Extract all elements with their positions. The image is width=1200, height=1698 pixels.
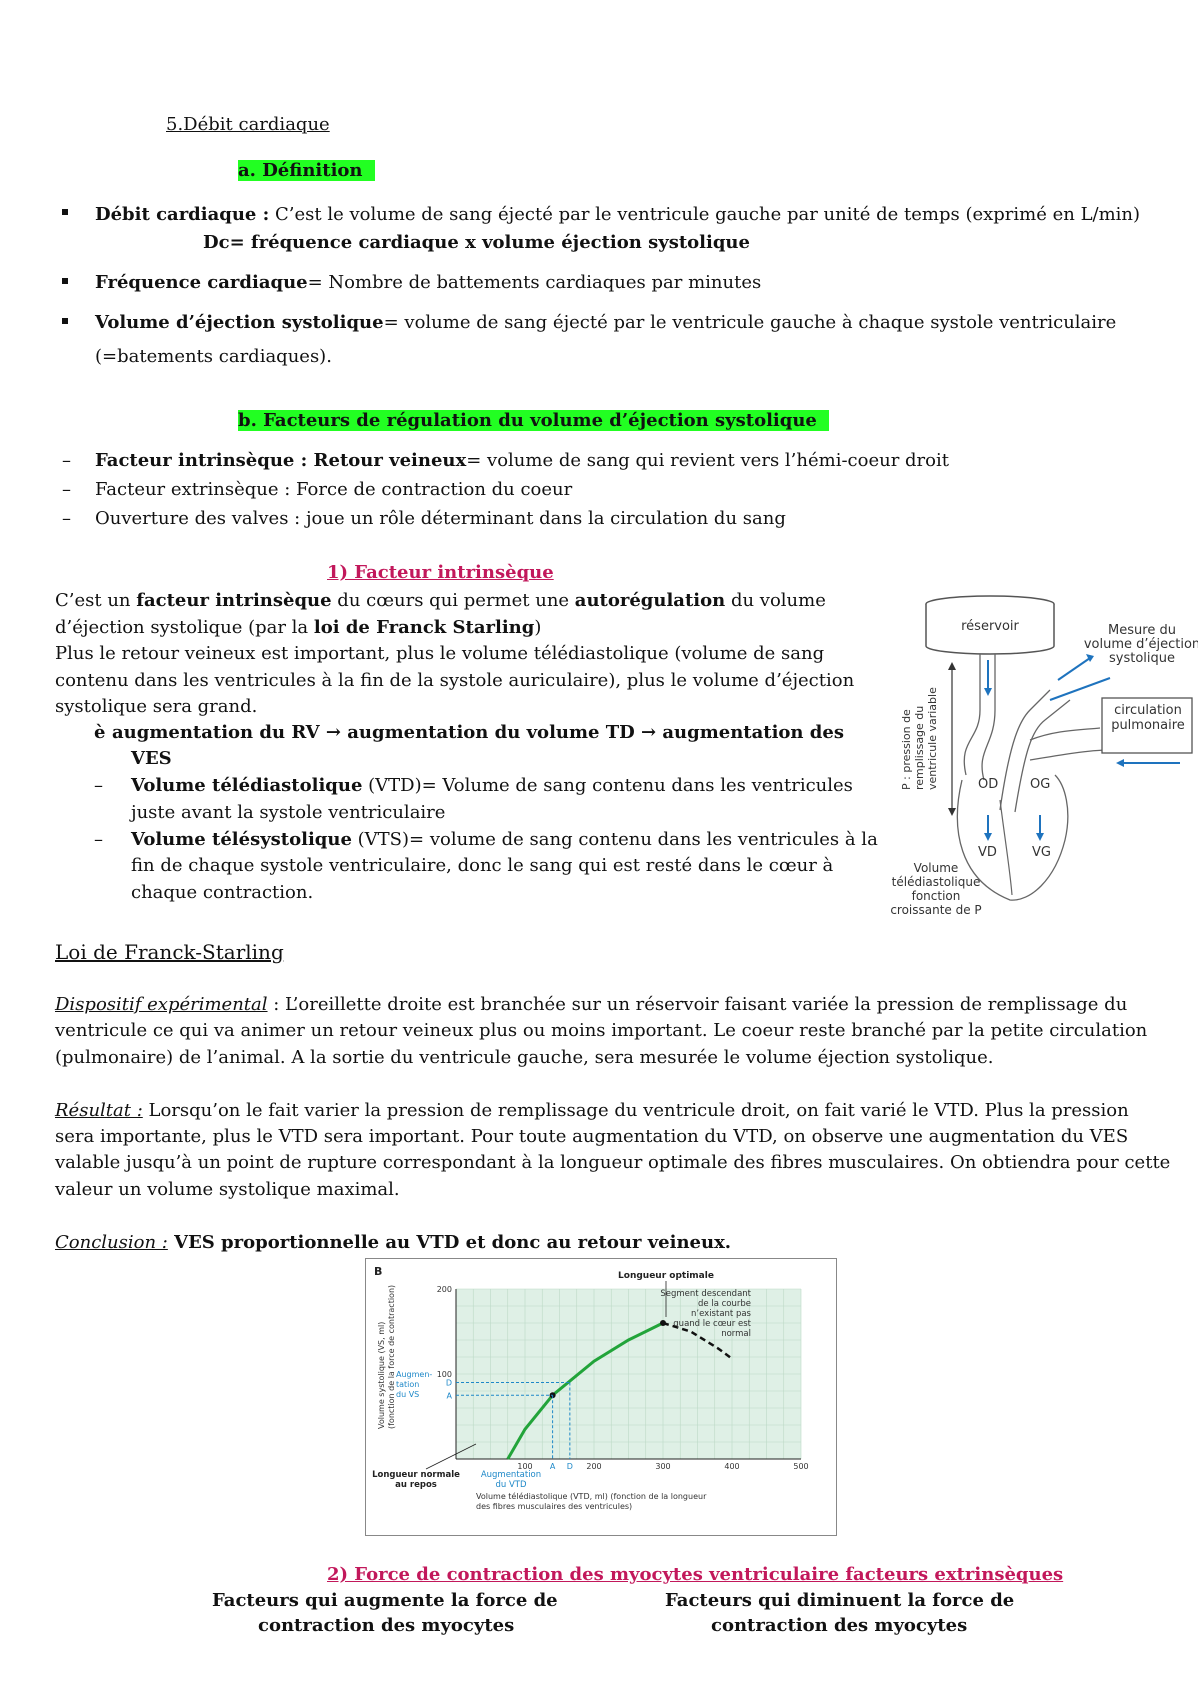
annotation-aug-vs-1: Augmen- [396,1370,433,1379]
intrinsic-line-6: augmentation du RV → augmentation du volume TD → augmentation des [112,722,844,743]
vol-label-3: fonction [911,889,961,903]
col-left-line-1: Facteurs qui augmente la force de [212,1590,558,1611]
def-volume-ejection-cont: (=batements cardiaques). [95,346,332,367]
y-tick-a: A [446,1391,452,1401]
x-note-1: Volume télédiastolique (VTD, ml) (fonction de la longueur [476,1492,707,1501]
x-tick-d: D [566,1462,573,1471]
bullet [62,209,68,215]
vol-label-1: Volume [913,861,959,875]
og-label: OG [1030,777,1051,792]
annotation-desc-2: de la courbe [698,1299,751,1309]
dash: – [62,450,71,471]
y-tick-label: 200 [436,1285,452,1294]
bullet [62,278,68,284]
vts-definition-cont-1: fin de chaque systole ventriculaire, donc le sang qui est resté dans le cœur à [131,855,834,876]
x-tick-label: 400 [724,1462,740,1471]
vol-label-4: croissante de P [890,903,982,917]
p-label-3: ventricule variable [926,687,939,790]
factor-valves: Ouverture des valves : joue un rôle déterminant dans la circulation du sang [95,508,786,529]
vtd-definition-cont: juste avant la systole ventriculaire [131,802,446,823]
resultat-line-2: sera importante, plus le VTD sera important. Pour toute augmentation du VTD, on observe une augmentation du VES [55,1126,1129,1147]
x-tick-label: 200 [586,1462,602,1471]
dash: – [94,829,103,850]
col-right-line-2: contraction des myocytes [711,1615,968,1636]
annotation-desc-4: quand le cœur est [673,1319,751,1329]
annotation-rest-1: Longueur normale [372,1470,460,1480]
annotation-aug-vs-3: du VS [396,1390,420,1399]
factor-extrinsic: Facteur extrinsèque : Force de contraction du coeur [95,479,573,500]
intrinsic-line-7: VES [131,748,172,769]
bullet [62,318,68,324]
annotation-rest-2: au repos [395,1480,437,1490]
dash: – [62,479,71,500]
intrinsic-line-4: contenu dans les ventricules à la fin de la systole auriculaire), plus le volume d’éjection [55,670,855,691]
x-tick-label: 500 [793,1462,809,1471]
annotation-aug-vtd-1: Augmentation [480,1470,542,1480]
def-frequence: Fréquence cardiaque= Nombre de battements cardiaques par minutes [95,272,762,293]
subsection-a-title: a. Définition [238,160,375,181]
dispositif-line-2: ventricule ce qui va animer un retour veineux plus ou moins important. Le coeur reste branché par la petite circulation [55,1020,1148,1041]
mesure-label-2: volume d’éjection [1083,637,1198,652]
section-1-title: 1) Facteur intrinsèque [327,562,554,583]
vol-label-2: télédiastolique [891,875,981,889]
y-note-1: Volume systolique (VS, ml) [377,1321,386,1429]
mesure-label-1: Mesure du [1108,623,1176,638]
x-tick-label: 100 [517,1462,533,1471]
x-note-2: des fibres musculaires des ventricules) [476,1502,633,1511]
vg-label: VG [1032,845,1051,860]
factor-intrinsic: Facteur intrinsèque : Retour veineux= volume de sang qui revient vers l’hémi-coeur droit [95,450,949,471]
intrinsic-line-3: Plus le retour veineux est important, plus le volume télédiastolique (volume de sang [55,643,825,664]
resultat-line-1: Résultat : Lorsqu’on le fait varier la pression de remplissage du ventricule droit, on fait varié le VTD. Plus la pression [55,1100,1129,1121]
intrinsic-line-5: systolique sera grand. [55,696,258,717]
section-title: 5.Débit cardiaque [166,114,330,135]
annotation-desc-5: normal [721,1329,751,1339]
y-tick-d: D [445,1378,452,1388]
resultat-line-3: valable jusqu’à un point de rupture correspondant à la longueur optimale des fibres musculaires. On obtiendra pour cette [55,1152,1171,1173]
vts-definition-cont-2: chaque contraction. [131,882,314,903]
annotation-aug-vtd-2: du VTD [495,1480,527,1490]
def-volume-ejection: Volume d’éjection systolique= volume de sang éjecté par le ventricule gauche à chaque systole ventriculaire [95,312,1117,333]
p-label-2: remplissage du [913,705,926,790]
x-tick-label: 300 [655,1462,671,1471]
x-tick-a: A [549,1462,556,1471]
dispositif-line-3: (pulmonaire) de l’animal. A la sortie du ventricule gauche, sera mesurée le volume éjection systolique. [55,1047,994,1068]
starling-title: Loi de Franck-Starling [55,940,284,964]
chart-panel-label: B [374,1265,383,1278]
dispositif-line-1: Dispositif expérimental : L’oreillette droite est branchée sur un réservoir faisant variée la pression de remplissage du [55,994,1128,1015]
vd-label: VD [978,845,997,860]
heart-diagram [880,590,1198,930]
annotation-aug-vs-2: tation [396,1380,420,1389]
annotation-desc-3: n’existant pas [691,1309,751,1319]
dash: – [62,508,71,529]
y-tick-label: 100 [436,1370,452,1379]
reservoir-label: réservoir [961,619,1019,634]
y-note-2: (fonction de la force de contraction) [387,1284,396,1429]
col-left-line-2: contraction des myocytes [258,1615,515,1636]
def-debit: Débit cardiaque : C’est le volume de sang éjecté par le ventricule gauche par unité de temps (exprimé en L/min) [95,204,1141,225]
col-right-line-1: Facteurs qui diminuent la force de [665,1590,1015,1611]
vtd-definition: Volume télédiastolique (VTD)= Volume de sang contenu dans les ventricules [131,775,853,796]
annotation-optimal: Longueur optimale [618,1271,714,1281]
circ-label-2: pulmonaire [1111,718,1185,733]
vts-definition: Volume télésystolique (VTS)= volume de sang contenu dans les ventricules à la [131,829,878,850]
circ-label-1: circulation [1114,703,1182,718]
resultat-line-4: valeur un volume systolique maximal. [55,1179,400,1200]
section-2-title: 2) Force de contraction des myocytes ventriculaire facteurs extrinsèques [327,1564,1064,1585]
dash: – [94,775,103,796]
mesure-label-3: systolique [1108,651,1176,666]
conclusion: Conclusion : VES proportionnelle au VTD et donc au retour veineux. [55,1232,732,1253]
starling-chart [365,1258,837,1536]
subsection-b-title: b. Facteurs de régulation du volume d’éjection systolique [238,410,829,431]
intrinsic-line-1: C’est un facteur intrinsèque du cœurs qui permet une autorégulation du volume [55,590,826,611]
annotation-desc-1: Segment descendant [660,1289,751,1299]
arrow-glyph: è [94,722,106,743]
def-formula: Dc= fréquence cardiaque x volume éjection systolique [203,232,750,253]
optimal-point [660,1320,666,1326]
p-label-1: P : pression de [900,709,913,790]
intrinsic-line-2: d’éjection systolique (par la loi de Franck Starling) [55,617,542,638]
od-label: OD [978,777,999,792]
